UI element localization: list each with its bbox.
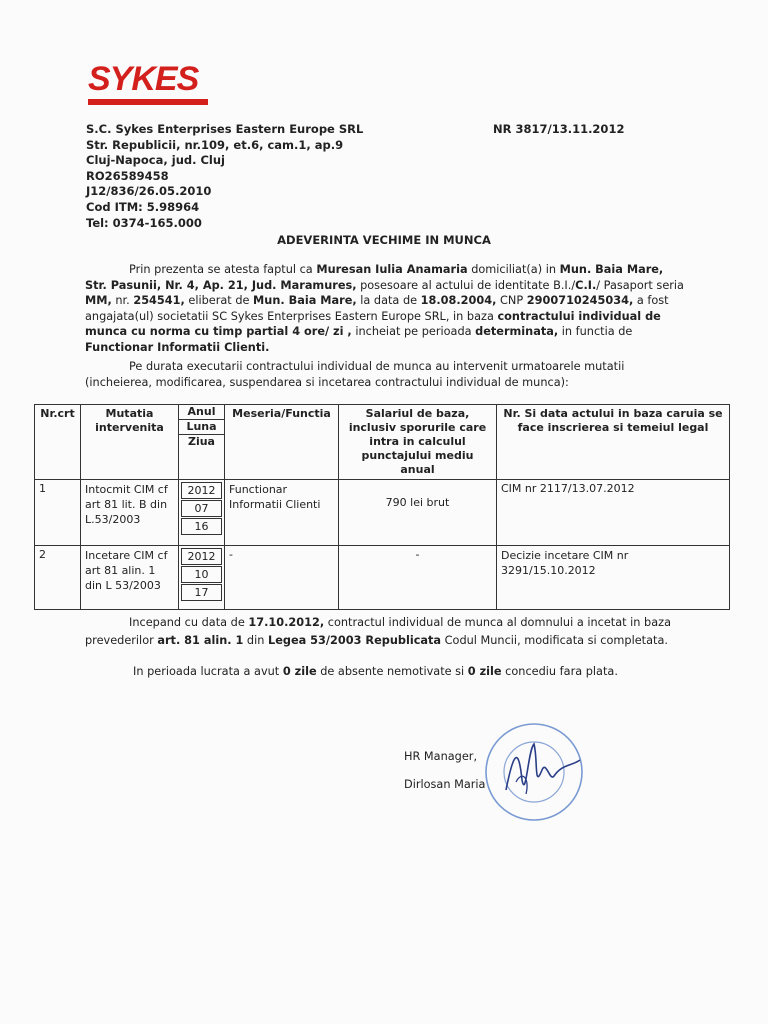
absences-paragraph: In perioada lucrata a avut 0 zile de absente nemotivate si 0 zile concediu fara plata. (133, 665, 618, 678)
header-date: Anul Luna Ziua (179, 405, 225, 480)
cell-salariul: - (339, 546, 497, 610)
header-nr: Nr.crt (35, 405, 81, 480)
company-line: J12/836/26.05.2010 (86, 184, 212, 199)
company-stamp-icon (482, 720, 586, 824)
company-info (86, 122, 363, 231)
header-act: Nr. Si data actului in baza caruia se face inscrierea si temeiul legal (497, 405, 730, 480)
header-mutatia: Mutatia intervenita (81, 405, 179, 480)
logo-underline (88, 99, 208, 105)
signature-role: HR Manager, (404, 750, 478, 763)
company-line: Tel: 0374-165.000 (86, 215, 202, 230)
document-title: ADEVERINTA VECHIME IN MUNCA (277, 233, 491, 247)
cell-date: 2012 10 17 (179, 546, 225, 610)
company-line: Str. Republicii, nr.109, et.6, cam.1, ap.9 (86, 137, 344, 152)
document-number: NR 3817/13.11.2012 (493, 122, 625, 136)
cell-mutatia: Intocmit CIM cf art 81 lit. B din L.53/2003 (81, 480, 179, 546)
table-row (35, 546, 730, 610)
company-line: RO26589458 (86, 168, 169, 183)
header-salariul: Salariul de baza, inclusiv sporurile care intra in calculul punctajului mediu anual (339, 405, 497, 480)
mutations-table (34, 404, 730, 610)
cell-meseria: Functionar Informatii Clienti (225, 480, 339, 546)
header-meseria: Meseria/Functia (225, 405, 339, 480)
cell-meseria: - (225, 546, 339, 610)
cell-act: Decizie incetare CIM nr 3291/15.10.2012 (497, 546, 730, 610)
company-line: S.C. Sykes Enterprises Eastern Europe SRL (86, 122, 364, 136)
sykes-logo (88, 62, 212, 105)
cell-mutatia: Incetare CIM cf art 81 alin. 1 din L 53/2003 (81, 546, 179, 610)
cell-nr: 1 (35, 480, 81, 546)
cell-date: 2012 07 16 (179, 480, 225, 546)
logo-text: SYKES (88, 60, 199, 98)
company-line: Cod ITM: 5.98964 (86, 199, 200, 214)
table-row (35, 480, 730, 546)
termination-paragraph: Incepand cu data de 17.10.2012, contractul individual de munca al domnului a incetat in baza prevederilor art. 81 alin. 1 din Legea 53/2003 Republicata Codul Muncii, modificata si completata. (85, 616, 672, 647)
cell-salariul: 790 lei brut (339, 480, 497, 546)
intro-paragraph: Prin prezenta se atesta faptul ca Muresan Iulia Anamaria domiciliat(a) in Mun. Baia Mare, Str. Pasunii, Nr. 4, Ap. 21, Jud. Maramures, posesoare al actului de identitate B.I./C.I./ Pasaport seria MM, nr. 254541, eliberat de Mun. Baia Mare, la data de 18.08.2004, CNP 2900710245034, a fost angajata(ul) societatii SC Sykes Enterprises Eastern Europe SRL, in baza contractului individual de munca cu norma cu timp partial 4 ore/ zi , incheiat pe perioada determinata, in functia de Functionar Informatii Clienti. (85, 263, 684, 354)
signature-name: Dirlosan Maria (404, 778, 486, 791)
company-line: Cluj-Napoca, jud. Cluj (86, 153, 225, 168)
cell-nr: 2 (35, 546, 81, 610)
cell-act: CIM nr 2117/13.07.2012 (497, 480, 730, 546)
mutations-intro: Pe durata executarii contractului individual de munca au intervenit urmatoarele mutatii (incheierea, modificarea, suspendarea si incetarea contractului individual de munca): (85, 360, 625, 389)
table-header-row (35, 405, 730, 480)
